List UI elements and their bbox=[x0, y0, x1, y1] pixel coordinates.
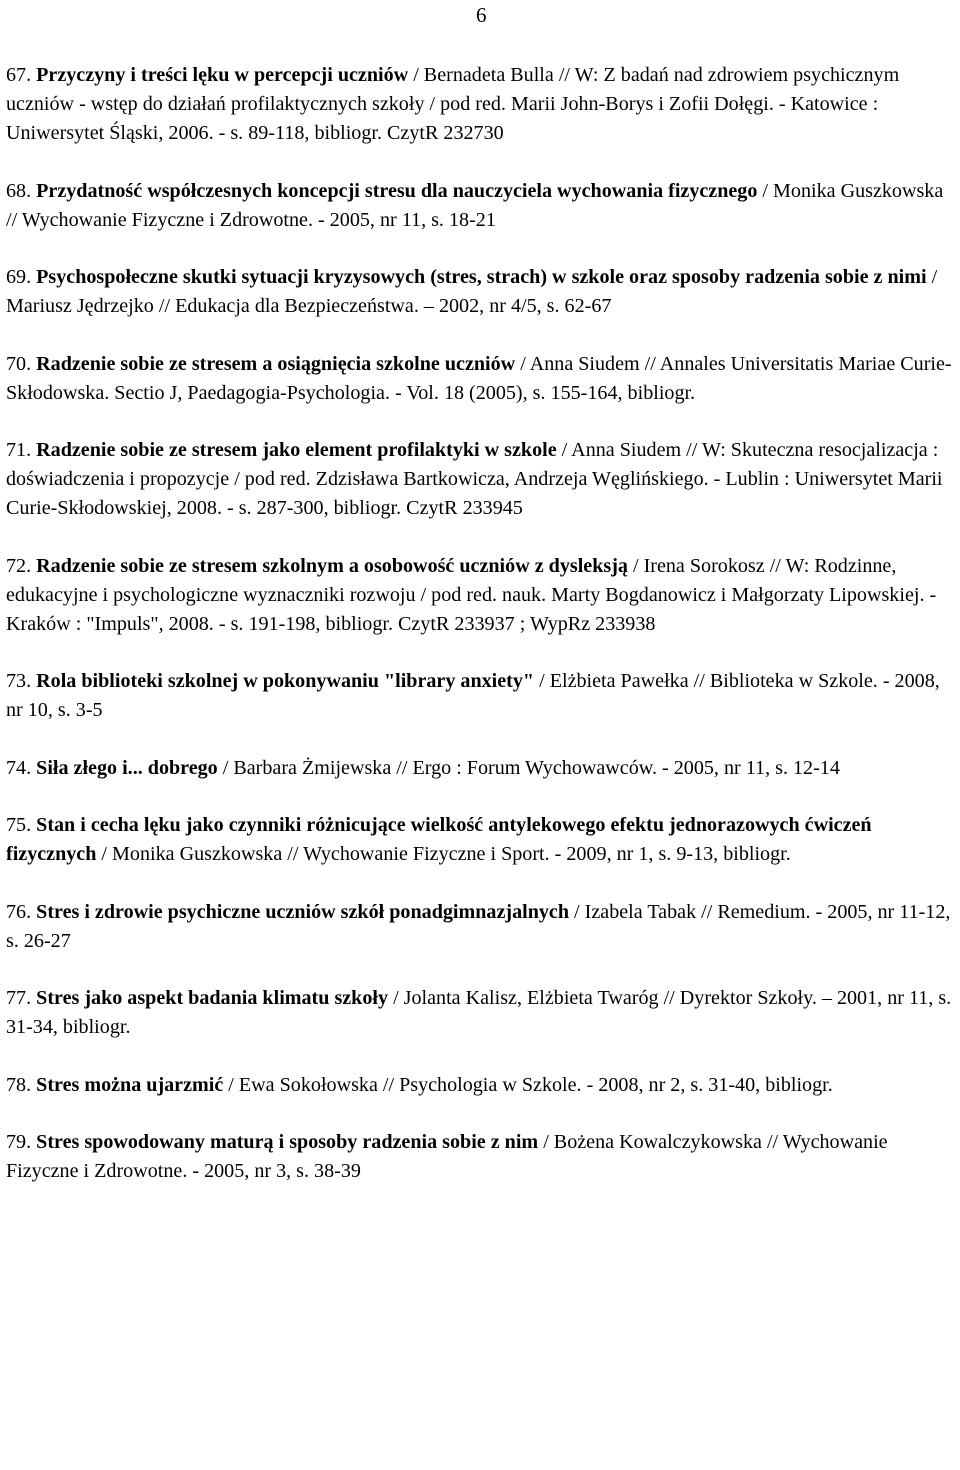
bibliography-entry-71 bbox=[6, 436, 956, 523]
page-number: 6 bbox=[476, 3, 487, 27]
entry-details: / Mariusz Jędrzejko // Edukacja dla Bezpieczeństwa. – 2002, nr 4/5, s. 62-67 bbox=[6, 266, 938, 317]
bibliography-entry-78 bbox=[6, 1071, 956, 1100]
entry-details: / Jolanta Kalisz, Elżbieta Twaróg // Dyrektor Szkoły. – 2001, nr 11, s. 31-34, bibliogr. bbox=[6, 987, 952, 1038]
entry-title: Psychospołeczne skutki sytuacji kryzysowych (stres, strach) w szkole oraz sposoby radzenia sobie z nimi bbox=[36, 266, 927, 288]
entry-number: 72. bbox=[6, 554, 37, 577]
entry-details: / Bernadeta Bulla // W: Z badań nad zdrowiem psychicznym uczniów - wstęp do działań profilaktycznych szkoły / pod red. Marii John-Borys i Zofii Dołęgi. - Katowice : Uniwersytet Śląski, 2006. - s. 89-118, bibliogr. CzytR 232730 bbox=[6, 64, 900, 144]
entry-number: 71. bbox=[6, 439, 37, 461]
entry-number: 68. bbox=[6, 179, 37, 202]
entry-number: 76. bbox=[6, 900, 37, 923]
entry-number: 70. bbox=[6, 352, 37, 375]
entry-details: / Anna Siudem // W: Skuteczna resocjalizacja : doświadczenia i propozycje / pod red. Zdzisława Bartkowicza, Andrzeja Węglińskiego. - Lublin : Uniwersytet Marii Curie-Skłodowskiej, 2008. - s. 287-300, bibliogr. CzytR 233945 bbox=[6, 439, 943, 519]
entry-details: / Izabela Tabak // Remedium. - 2005, nr 11-12, s. 26-27 bbox=[6, 900, 951, 952]
bibliography-entry-76 bbox=[6, 898, 956, 956]
entry-title: Przydatność współczesnych koncepcji stresu dla nauczyciela wychowania fizycznego bbox=[36, 179, 758, 202]
entry-title: Radzenie sobie ze stresem jako element profilaktyki w szkole bbox=[36, 439, 557, 461]
entry-title: Stres można ujarzmić bbox=[36, 1073, 224, 1096]
entry-title: Radzenie sobie ze stresem szkolnym a osobowość uczniów z dysleksją bbox=[36, 554, 628, 577]
bibliography-entry-68 bbox=[6, 177, 956, 235]
entry-title: Przyczyny i treści lęku w percepcji uczniów bbox=[36, 64, 409, 86]
entry-details: / Anna Siudem // Annales Universitatis Mariae Curie-Skłodowska. Sectio J, Paedagogia-Psychologia. - Vol. 18 (2005), s. 155-164, bibliogr. bbox=[6, 352, 952, 404]
entry-details: / Monika Guszkowska // Wychowanie Fizyczne i Sport. - 2009, nr 1, s. 9-13, bibliogr. bbox=[96, 843, 791, 865]
bibliography-entry-67 bbox=[6, 61, 956, 148]
entry-details: / Irena Sorokosz // W: Rodzinne, edukacyjne i psychologiczne wyznaczniki rozwoju / pod red. nauk. Marty Bogdanowicz i Małgorzaty Lipowskiej. - Kraków : "Impuls", 2008. - s. 191-198, bibliogr. CzytR 233937 ; WypRz 233938 bbox=[6, 554, 937, 635]
entry-details: / Barbara Żmijewska // Ergo : Forum Wychowawców. - 2005, nr 11, s. 12-14 bbox=[217, 756, 840, 779]
bibliography-entry-72 bbox=[6, 552, 956, 639]
entry-number: 75. bbox=[6, 814, 37, 836]
entry-title: Stres spowodowany maturą i sposoby radzenia sobie z nim bbox=[36, 1131, 539, 1153]
bibliography-entry-77 bbox=[6, 984, 956, 1042]
entry-number: 77. bbox=[6, 987, 37, 1009]
bibliography-entry-69 bbox=[6, 263, 956, 321]
entry-number: 74. bbox=[6, 756, 37, 779]
entry-details: / Elżbieta Pawełka // Biblioteka w Szkole. - 2008, nr 10, s. 3-5 bbox=[6, 670, 940, 721]
entry-number: 79. bbox=[6, 1131, 37, 1153]
bibliography-entry-73 bbox=[6, 667, 956, 725]
entry-title: Stres jako aspekt badania klimatu szkoły bbox=[36, 987, 389, 1009]
entry-title: Rola biblioteki szkolnej w pokonywaniu "library anxiety" bbox=[36, 670, 535, 692]
entry-title: Siła złego i... dobrego bbox=[36, 756, 218, 779]
bibliography-entry-75 bbox=[6, 811, 956, 869]
entry-title: Radzenie sobie ze stresem a osiągnięcia szkolne uczniów bbox=[36, 352, 516, 375]
entry-title: Stres i zdrowie psychiczne uczniów szkół ponadgimnazjalnych bbox=[36, 900, 570, 923]
entry-number: 78. bbox=[6, 1073, 37, 1096]
bibliography-entry-74 bbox=[6, 754, 956, 783]
bibliography-entry-70 bbox=[6, 350, 956, 408]
entry-details: / Monika Guszkowska // Wychowanie Fizyczne i Zdrowotne. - 2005, nr 11, s. 18-21 bbox=[6, 179, 944, 231]
entry-title: Stan i cecha lęku jako czynniki różnicujące wielkość antylekowego efektu jednorazowych ćwiczeń fizycznych bbox=[6, 814, 872, 865]
bibliography-entry-79 bbox=[6, 1128, 956, 1186]
entry-number: 67. bbox=[6, 64, 37, 86]
entry-details: / Ewa Sokołowska // Psychologia w Szkole. - 2008, nr 2, s. 31-40, bibliogr. bbox=[223, 1073, 833, 1096]
bibliography-list bbox=[6, 61, 956, 1215]
entry-details: / Bożena Kowalczykowska // Wychowanie Fizyczne i Zdrowotne. - 2005, nr 3, s. 38-39 bbox=[6, 1131, 888, 1182]
entry-number: 69. bbox=[6, 266, 37, 288]
entry-number: 73. bbox=[6, 670, 37, 692]
